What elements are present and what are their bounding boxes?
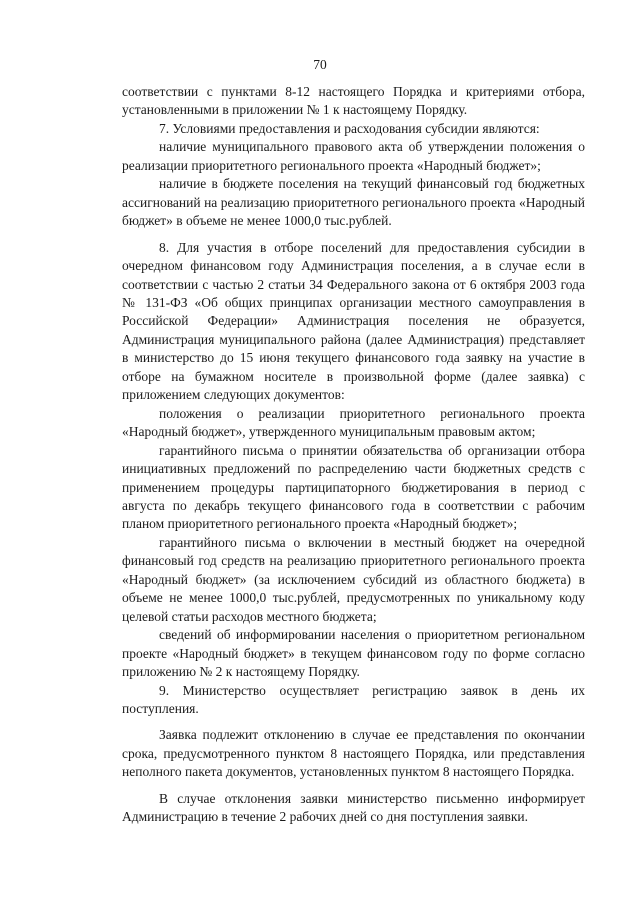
paragraph-notification: В случае отклонения заявки министерство письменно информирует Администрацию в течение 2 рабочих дней со дня поступления заявки. — [122, 790, 585, 825]
paragraph-item-7: 7. Условиями предоставления и расходования субсидии являются: — [159, 120, 540, 136]
paragraph-condition-1: наличие муниципального правового акта об утверждении положения о реализации приоритетного регионального проекта «Народный бюджет»; — [122, 139, 585, 173]
paragraph-continuation: соответствии с пунктами 8-12 настоящего Порядка и критериями отбора, установленными в приложении № 1 к настоящему Порядку. — [122, 84, 585, 118]
page-number: 70 — [313, 57, 327, 72]
paragraph-document-4: сведений об информировании населения о приоритетном региональном проекте «Народный бюджет» в текущем финансовом году по форме согласно приложению № 2 к настоящему Порядку. — [122, 627, 585, 680]
document-body — [122, 83, 585, 827]
paragraph-item-8: 8. Для участия в отборе поселений для предоставления субсидии в очередном финансовом году Администрация поселения, а в случае если в соответствии с частью 2 статьи 34 Федерального закона от 6 октября 2003 года № 131-ФЗ «Об общих принципах организации местного самоуправления в Российской Федерации» Администрация поселения не образуется, Администрация муниципального района (далее Администрация) представляет в министерство до 15 июня текущего финансового года заявку на участие в отборе на бумажном носителе в произвольной форме (далее заявка) с приложением следующих документов: — [122, 239, 585, 403]
paragraph-rejection: Заявка подлежит отклонению в случае ее представления по окончании срока, предусмотренного пунктом 8 настоящего Порядка, или представления неполного пакета документов, установленных пунктом 8 настоящего Порядка. — [122, 727, 585, 780]
paragraph-document-2: гарантийного письма о принятии обязательства об организации отбора инициативных предложений по распределению части бюджетных средств с применением процедуры партиципаторного бюджетирования в период с августа по декабрь текущего финансового года в соответствии с рабочим планом приоритетного регионального проекта «Народный бюджет»; — [122, 442, 585, 532]
paragraph-document-3: гарантийного письма о включении в местный бюджет на очередной финансовый год средств на реализацию приоритетного регионального проекта «Народный бюджет» (за исключением субсидий из областного бюджета) в объеме не менее 1000,0 тыс.рублей, предусмотренных по уникальному коду целевой статьи расходов местного бюджета; — [122, 534, 585, 624]
paragraph-item-9: 9. Министерство осуществляет регистрацию заявок в день их поступления. — [122, 682, 585, 716]
paragraph-document-1: положения о реализации приоритетного регионального проекта «Народный бюджет», утвержденного муниципальным правовым актом; — [122, 405, 585, 440]
paragraph-condition-2: наличие в бюджете поселения на текущий финансовый год бюджетных ассигнований на реализацию приоритетного регионального проекта «Народный бюджет» в объеме не менее 1000,0 тыс.рублей. — [122, 176, 585, 229]
